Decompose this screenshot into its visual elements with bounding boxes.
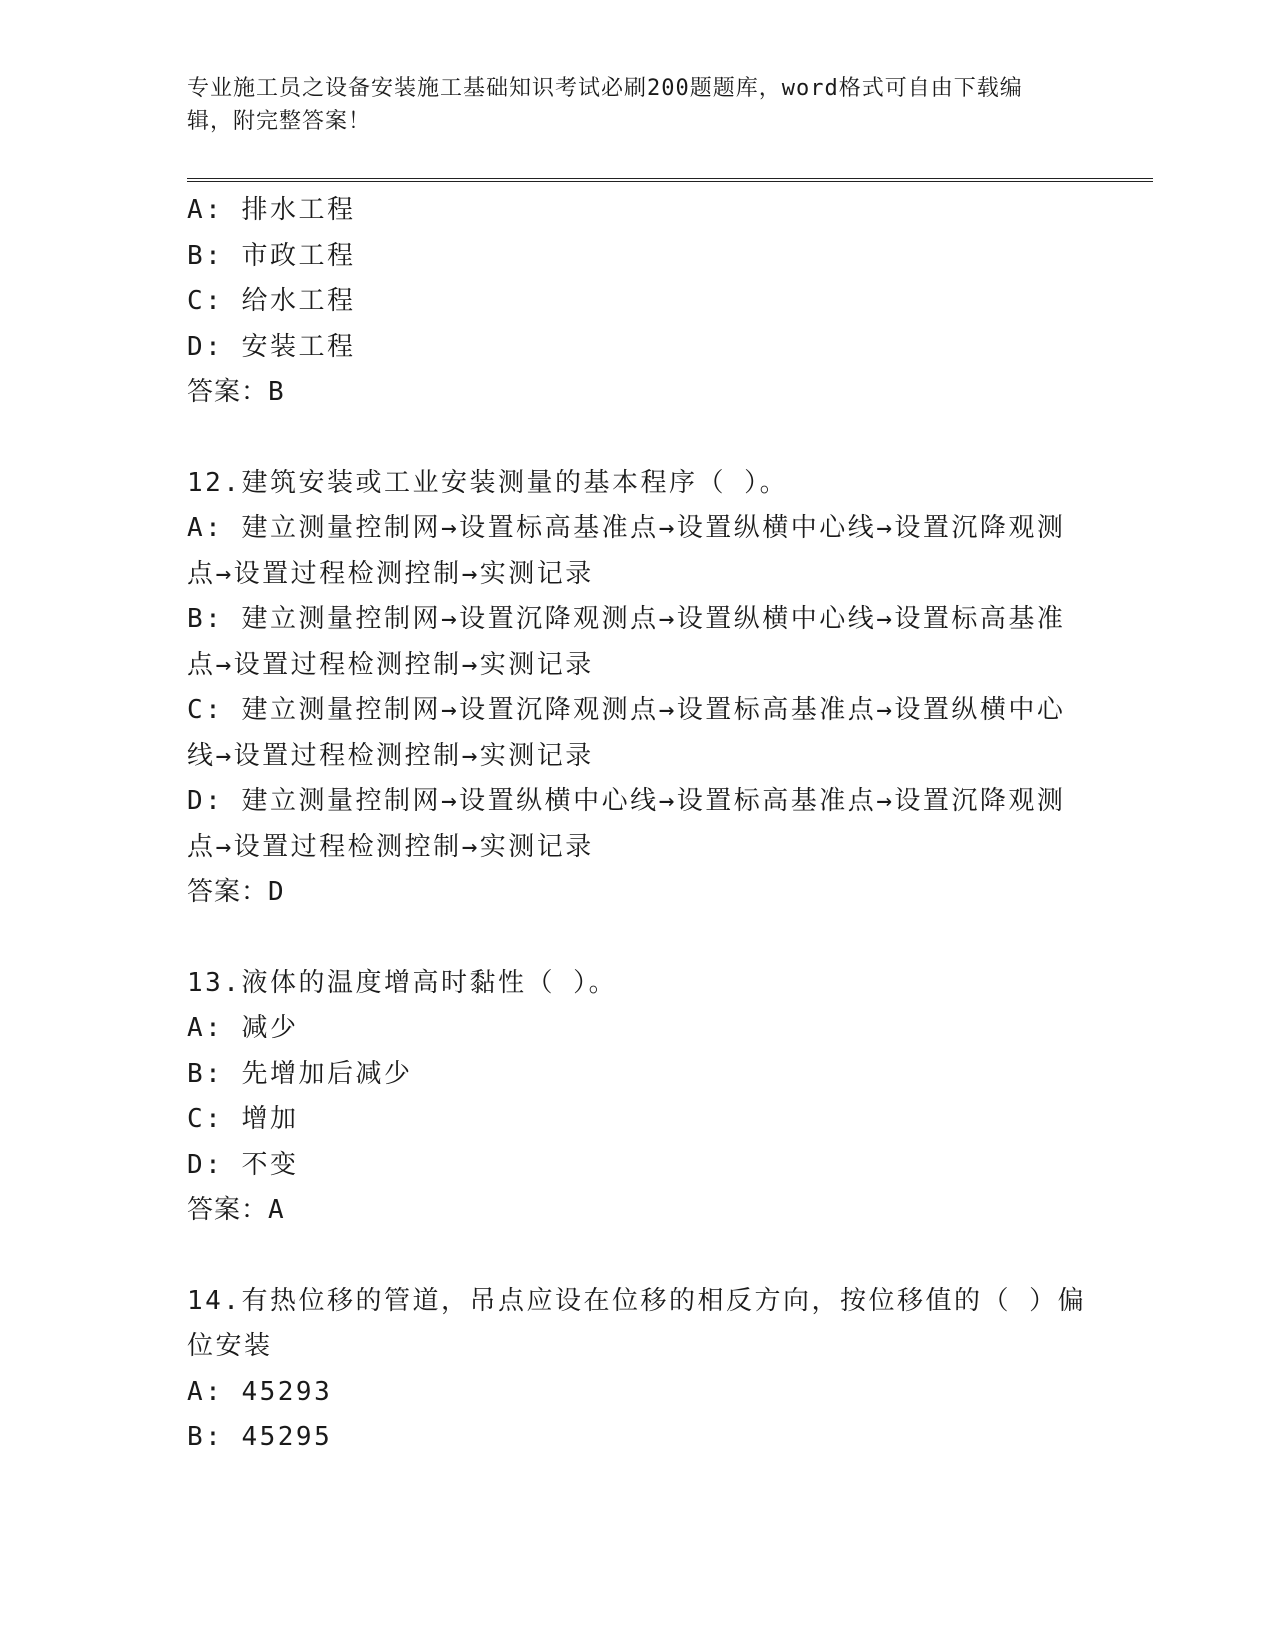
question-block-12: [187, 461, 1087, 916]
option-d: D: 建立测量控制网→设置纵横中心线→设置标高基准点→设置沉降观测点→设置过程检测控制→实测记录: [187, 786, 1066, 862]
question-block-13: [187, 961, 1087, 1234]
question-text: 12.建筑安装或工业安装测量的基本程序（ ）。: [187, 467, 789, 498]
option-b: B: 45295: [187, 1422, 333, 1452]
question-block-11: [187, 188, 1087, 416]
option-d: D: 不变: [187, 1149, 299, 1180]
option-a: A: 45293: [187, 1376, 333, 1407]
document-title: 专业施工员之设备安装施工基础知识考试必刷200题题库，word格式可自由下载编辑，附完整答案！: [187, 76, 1023, 134]
option-b: B: 先增加后减少: [187, 1058, 413, 1089]
option-a: A: 减少: [187, 1013, 299, 1043]
option-b: B: 建立测量控制网→设置沉降观测点→设置纵横中心线→设置标高基准点→设置过程检测控制→实测记录: [187, 604, 1066, 680]
option-a: A: 建立测量控制网→设置标高基准点→设置纵横中心线→设置沉降观测点→设置过程检测控制→实测记录: [187, 513, 1066, 589]
option-c: C: 给水工程: [187, 286, 356, 316]
question-block-14: [187, 1279, 1087, 1461]
option-c: C: 增加: [187, 1104, 299, 1134]
question-text: 13.液体的温度增高时黏性（ ）。: [187, 967, 618, 998]
answer: 答案：B: [187, 377, 285, 407]
question-list: [187, 188, 1087, 1461]
question-text: 14.有热位移的管道，吊点应设在位移的相反方向，按位移值的（ ）偏位安装: [187, 1285, 1087, 1361]
header-divider: [187, 178, 1153, 182]
option-a: A: 排水工程: [187, 195, 356, 225]
answer: 答案：D: [187, 877, 285, 907]
answer: 答案：A: [187, 1195, 285, 1225]
option-c: C: 建立测量控制网→设置沉降观测点→设置标高基准点→设置纵横中心线→设置过程检测控制→实测记录: [187, 695, 1066, 771]
document-header: [187, 72, 1067, 138]
option-d: D: 安装工程: [187, 331, 356, 362]
option-b: B: 市政工程: [187, 240, 356, 271]
